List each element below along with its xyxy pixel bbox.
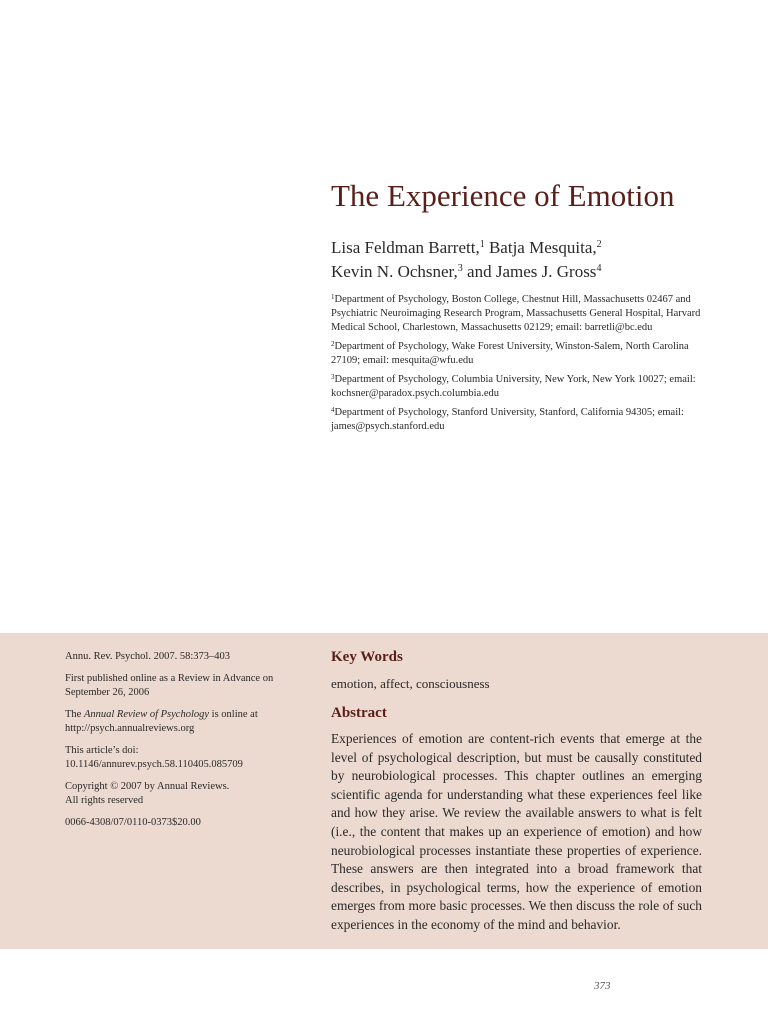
keywords-heading: Key Words	[331, 649, 403, 665]
affiliation-mark: 2	[331, 340, 335, 348]
author-affiliation-mark: 4	[596, 263, 602, 274]
affiliation-item	[331, 373, 711, 401]
author-affiliation-mark: 2	[596, 239, 602, 250]
article-title: The Experience of Emotion	[331, 178, 675, 213]
online-note	[65, 708, 280, 736]
copyright-text: Copyright © 2007 by Annual Reviews.	[65, 781, 230, 792]
issn: 0066-4308/07/0110-0373$20.00	[65, 817, 201, 828]
doi-block	[65, 744, 280, 772]
author-line-1	[331, 236, 751, 260]
author-name: Lisa Feldman Barrett,	[331, 238, 480, 257]
author-name: Batja Mesquita,	[488, 238, 597, 257]
abstract-text: Experiences of emotion are content-rich events that emerge at the level of psychological description, but must be causally constituted by neurobiological processes. This chapter outlines an emerging scientific agenda for understanding what these experiences feel like and how they arise. We review the available answers to what is felt (i.e., the content that makes up an experience of emotion) and how neurobiological processes instantiate these properties of experience. These answers are then integrated into a broad framework that describes, in psychological terms, how the experience of emotion emerges from more basic processes. We then discuss the role of such experiences in the economy of the mind and behavior.	[331, 731, 702, 932]
affiliation-text: Department of Psychology, Boston College, Chestnut Hill, Massachusetts 02467 and Psychiatric Neuroimaging Research Program, Massachusetts General Hospital, Harvard Medical School, Charlestown, Massachusetts 02129; email: barretli@bc.edu	[331, 294, 701, 333]
citation: Annu. Rev. Psychol. 2007. 58:373–403	[65, 651, 230, 662]
affiliation-text: Department of Psychology, Stanford University, Stanford, California 94305; email: james@psych.stanford.edu	[331, 407, 684, 432]
author-name: Kevin N. Ochsner,	[331, 262, 458, 281]
abstract-heading: Abstract	[331, 705, 387, 721]
affiliation-mark: 1	[331, 293, 335, 301]
affiliation-list	[331, 293, 711, 439]
journal-name: Annual Review of Psychology	[83, 709, 210, 720]
affiliation-text: Department of Psychology, Wake Forest University, Winston-Salem, North Carolina 27109; email: mesquita@wfu.edu	[331, 341, 689, 366]
rights-text: All rights reserved	[65, 795, 144, 806]
doi-value: 10.1146/annurev.psych.58.110405.085709	[65, 759, 243, 770]
affiliation-item	[331, 293, 711, 335]
doi-label: This article’s doi:	[65, 745, 139, 756]
publication-meta	[65, 650, 280, 838]
author-name: and James J. Gross	[467, 262, 597, 281]
author-list	[331, 236, 751, 284]
copyright-block	[65, 780, 280, 808]
keywords-text: emotion, affect, consciousness	[331, 676, 490, 691]
author-affiliation-mark: 3	[457, 263, 463, 274]
affiliation-mark: 3	[331, 373, 335, 381]
affiliation-item	[331, 340, 711, 368]
affiliation-mark: 4	[331, 406, 335, 414]
page-number: 373	[594, 980, 611, 992]
author-line-2	[331, 260, 751, 284]
affiliation-item	[331, 406, 711, 434]
online-prefix: The	[65, 709, 84, 720]
author-affiliation-mark: 1	[479, 239, 485, 250]
affiliation-text: Department of Psychology, Columbia University, New York, New York 10027; email: kochsner@paradox.psych.columbia.edu	[331, 374, 696, 399]
online-suffix: is online at http://psych.annualreviews.org	[65, 709, 258, 734]
first-published: First published online as a Review in Advance on September 26, 2006	[65, 673, 274, 698]
